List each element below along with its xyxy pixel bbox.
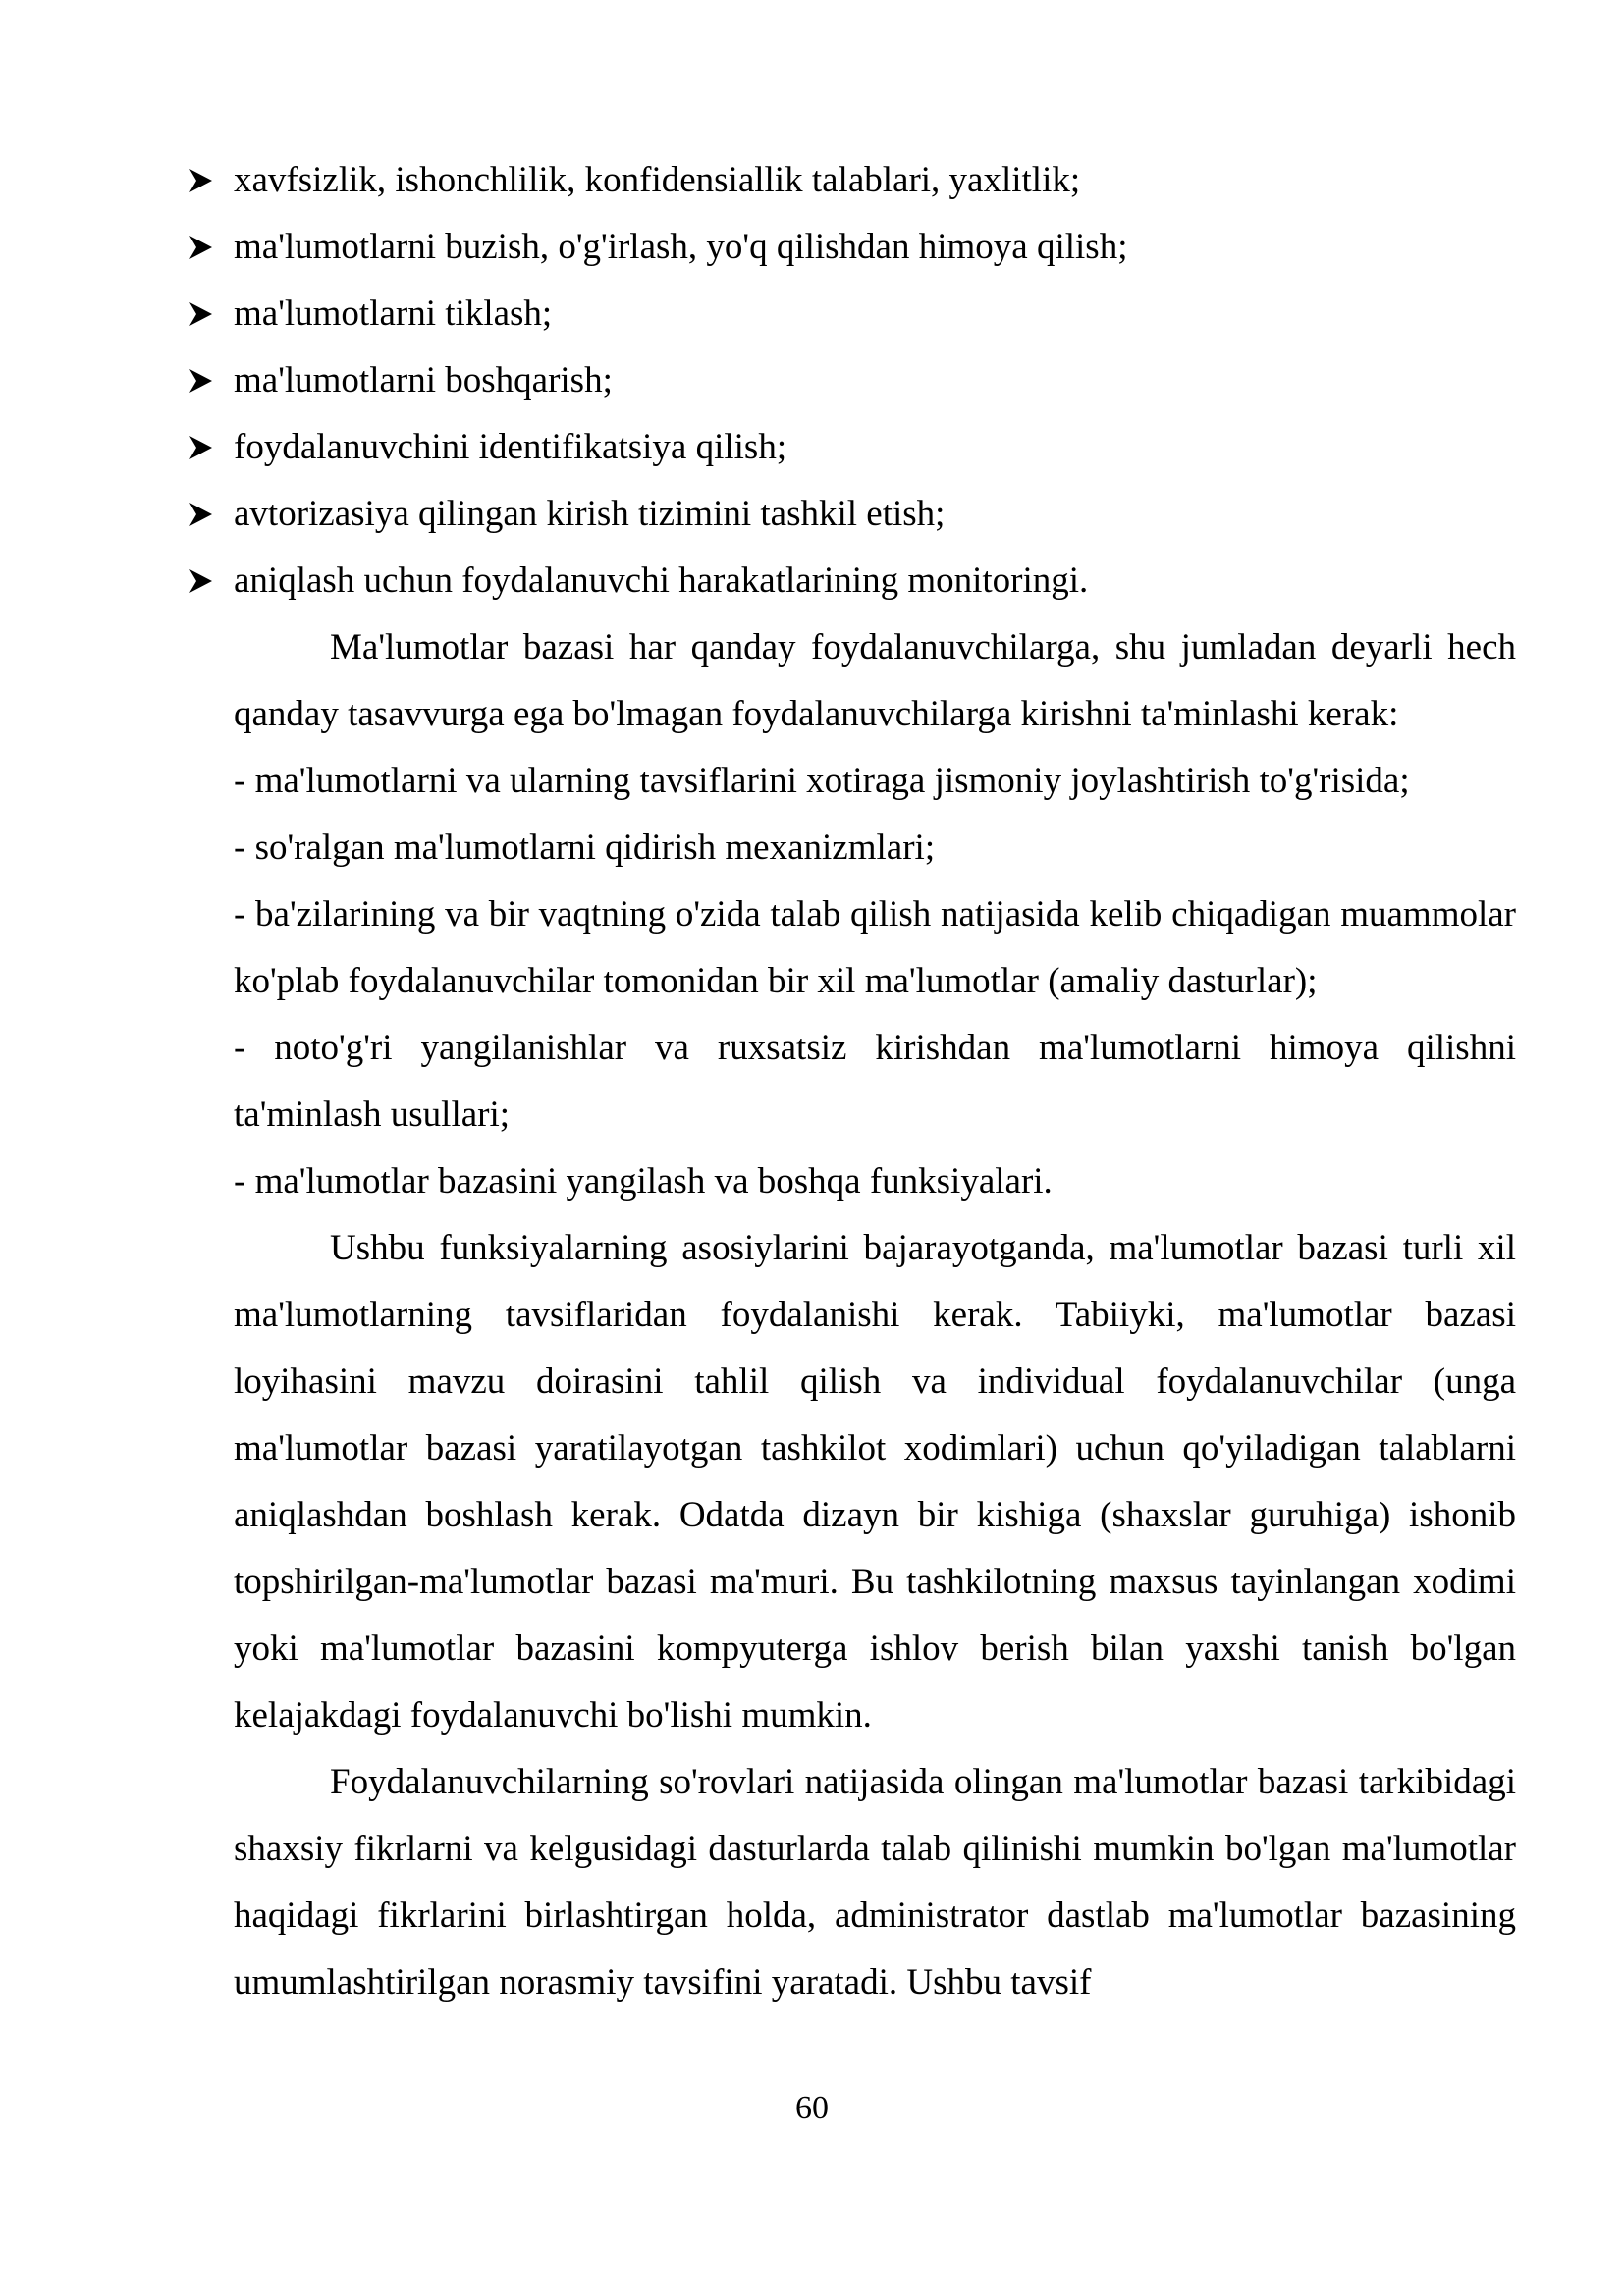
bullet-text: xavfsizlik, ishonchlilik, konfidensiallik talablari, yaxlitlik; [234,160,1081,200]
arrowhead-bullet-icon [183,481,218,548]
arrowhead-bullet-icon [183,548,218,614]
bullet-item [234,481,1516,548]
bullet-list [234,147,1516,614]
arrowhead-bullet-icon [183,414,218,481]
bullet-text: foydalanuvchini identifikatsiya qilish; [234,427,787,467]
bullet-item [234,414,1516,481]
bullet-item [234,548,1516,614]
bullet-item [234,147,1516,214]
bullet-item [234,347,1516,414]
arrowhead-bullet-icon [183,347,218,414]
bullet-item [234,214,1516,281]
bullet-text: avtorizasiya qilingan kirish tizimini tashkil etish; [234,494,946,534]
dash-item: - noto'g'ri yangilanishlar va ruxsatsiz kirishdan ma'lumotlarni himoya qilishni ta'minlash usullari; [234,1028,1516,1135]
paragraph-body: Foydalanuvchilarning so'rovlari natijasida olingan ma'lumotlar bazasi tarkibidagi shaxsiy fikrlarni va kelgusidagi dasturlarda talab qilinishi mumkin bo'lgan ma'lumotlar haqidagi fikrlarini birlashtirgan holda, administrator dastlab ma'lumotlar bazasining umumlashtirilgan norasmiy tavsifini yaratadi. Ushbu tavsif [234,1762,1516,2002]
arrowhead-bullet-icon [183,214,218,281]
arrowhead-bullet-icon [183,147,218,214]
dash-item: - ma'lumotlar bazasini yangilash va boshqa funksiyalari. [234,1161,1053,1201]
page-content [234,147,1516,2016]
dash-item: - ma'lumotlarni va ularning tavsiflarini xotiraga jismoniy joylashtirish to'g'risida; [234,761,1410,801]
bullet-text: ma'lumotlarni boshqarish; [234,360,613,400]
paragraph-body: Ushbu funksiyalarning asosiylarini bajarayotganda, ma'lumotlar bazasi turli xil ma'lumotlarning tavsiflaridan foydalanishi kerak. Tabiiyki, ma'lumotlar bazasi loyihasini mavzu doirasini tahlil qilish va individual foydalanuvchilar (unga ma'lumotlar bazasi yaratilayotgan tashkilot xodimlari) uchun qo'yiladigan talablarni aniqlashdan boshlash kerak. Odatda dizayn bir kishiga (shaxslar guruhiga) ishonib topshirilgan-ma'lumotlar bazasi ma'muri. Bu tashkilotning maxsus tayinlangan xodimi yoki ma'lumotlar bazasini kompyuterga ishlov berish bilan yaxshi tanish bo'lgan kelajakdagi foydalanuvchi bo'lishi mumkin. [234,1228,1516,1735]
dash-item: - so'ralgan ma'lumotlarni qidirish mexanizmlari; [234,828,936,868]
page-number: 60 [795,2090,829,2126]
bullet-text: ma'lumotlarni tiklash; [234,294,553,334]
bullet-text: ma'lumotlarni buzish, o'g'irlash, yo'q qilishdan himoya qilish; [234,227,1128,267]
paragraph-intro: Ma'lumotlar bazasi har qanday foydalanuvchilarga, shu jumladan deyarli hech qanday tasavvurga ega bo'lmagan foydalanuvchilarga kirishni ta'minlashi kerak: [234,627,1516,734]
bullet-text: aniqlash uchun foydalanuvchi harakatlarining monitoringi. [234,561,1089,601]
arrowhead-bullet-icon [183,281,218,347]
dash-item: - ba'zilarining va bir vaqtning o'zida talab qilish natijasida kelib chiqadigan muammolar ko'plab foydalanuvchilar tomonidan bir xil ma'lumotlar (amaliy dasturlar); [234,894,1516,1001]
bullet-item [234,281,1516,347]
